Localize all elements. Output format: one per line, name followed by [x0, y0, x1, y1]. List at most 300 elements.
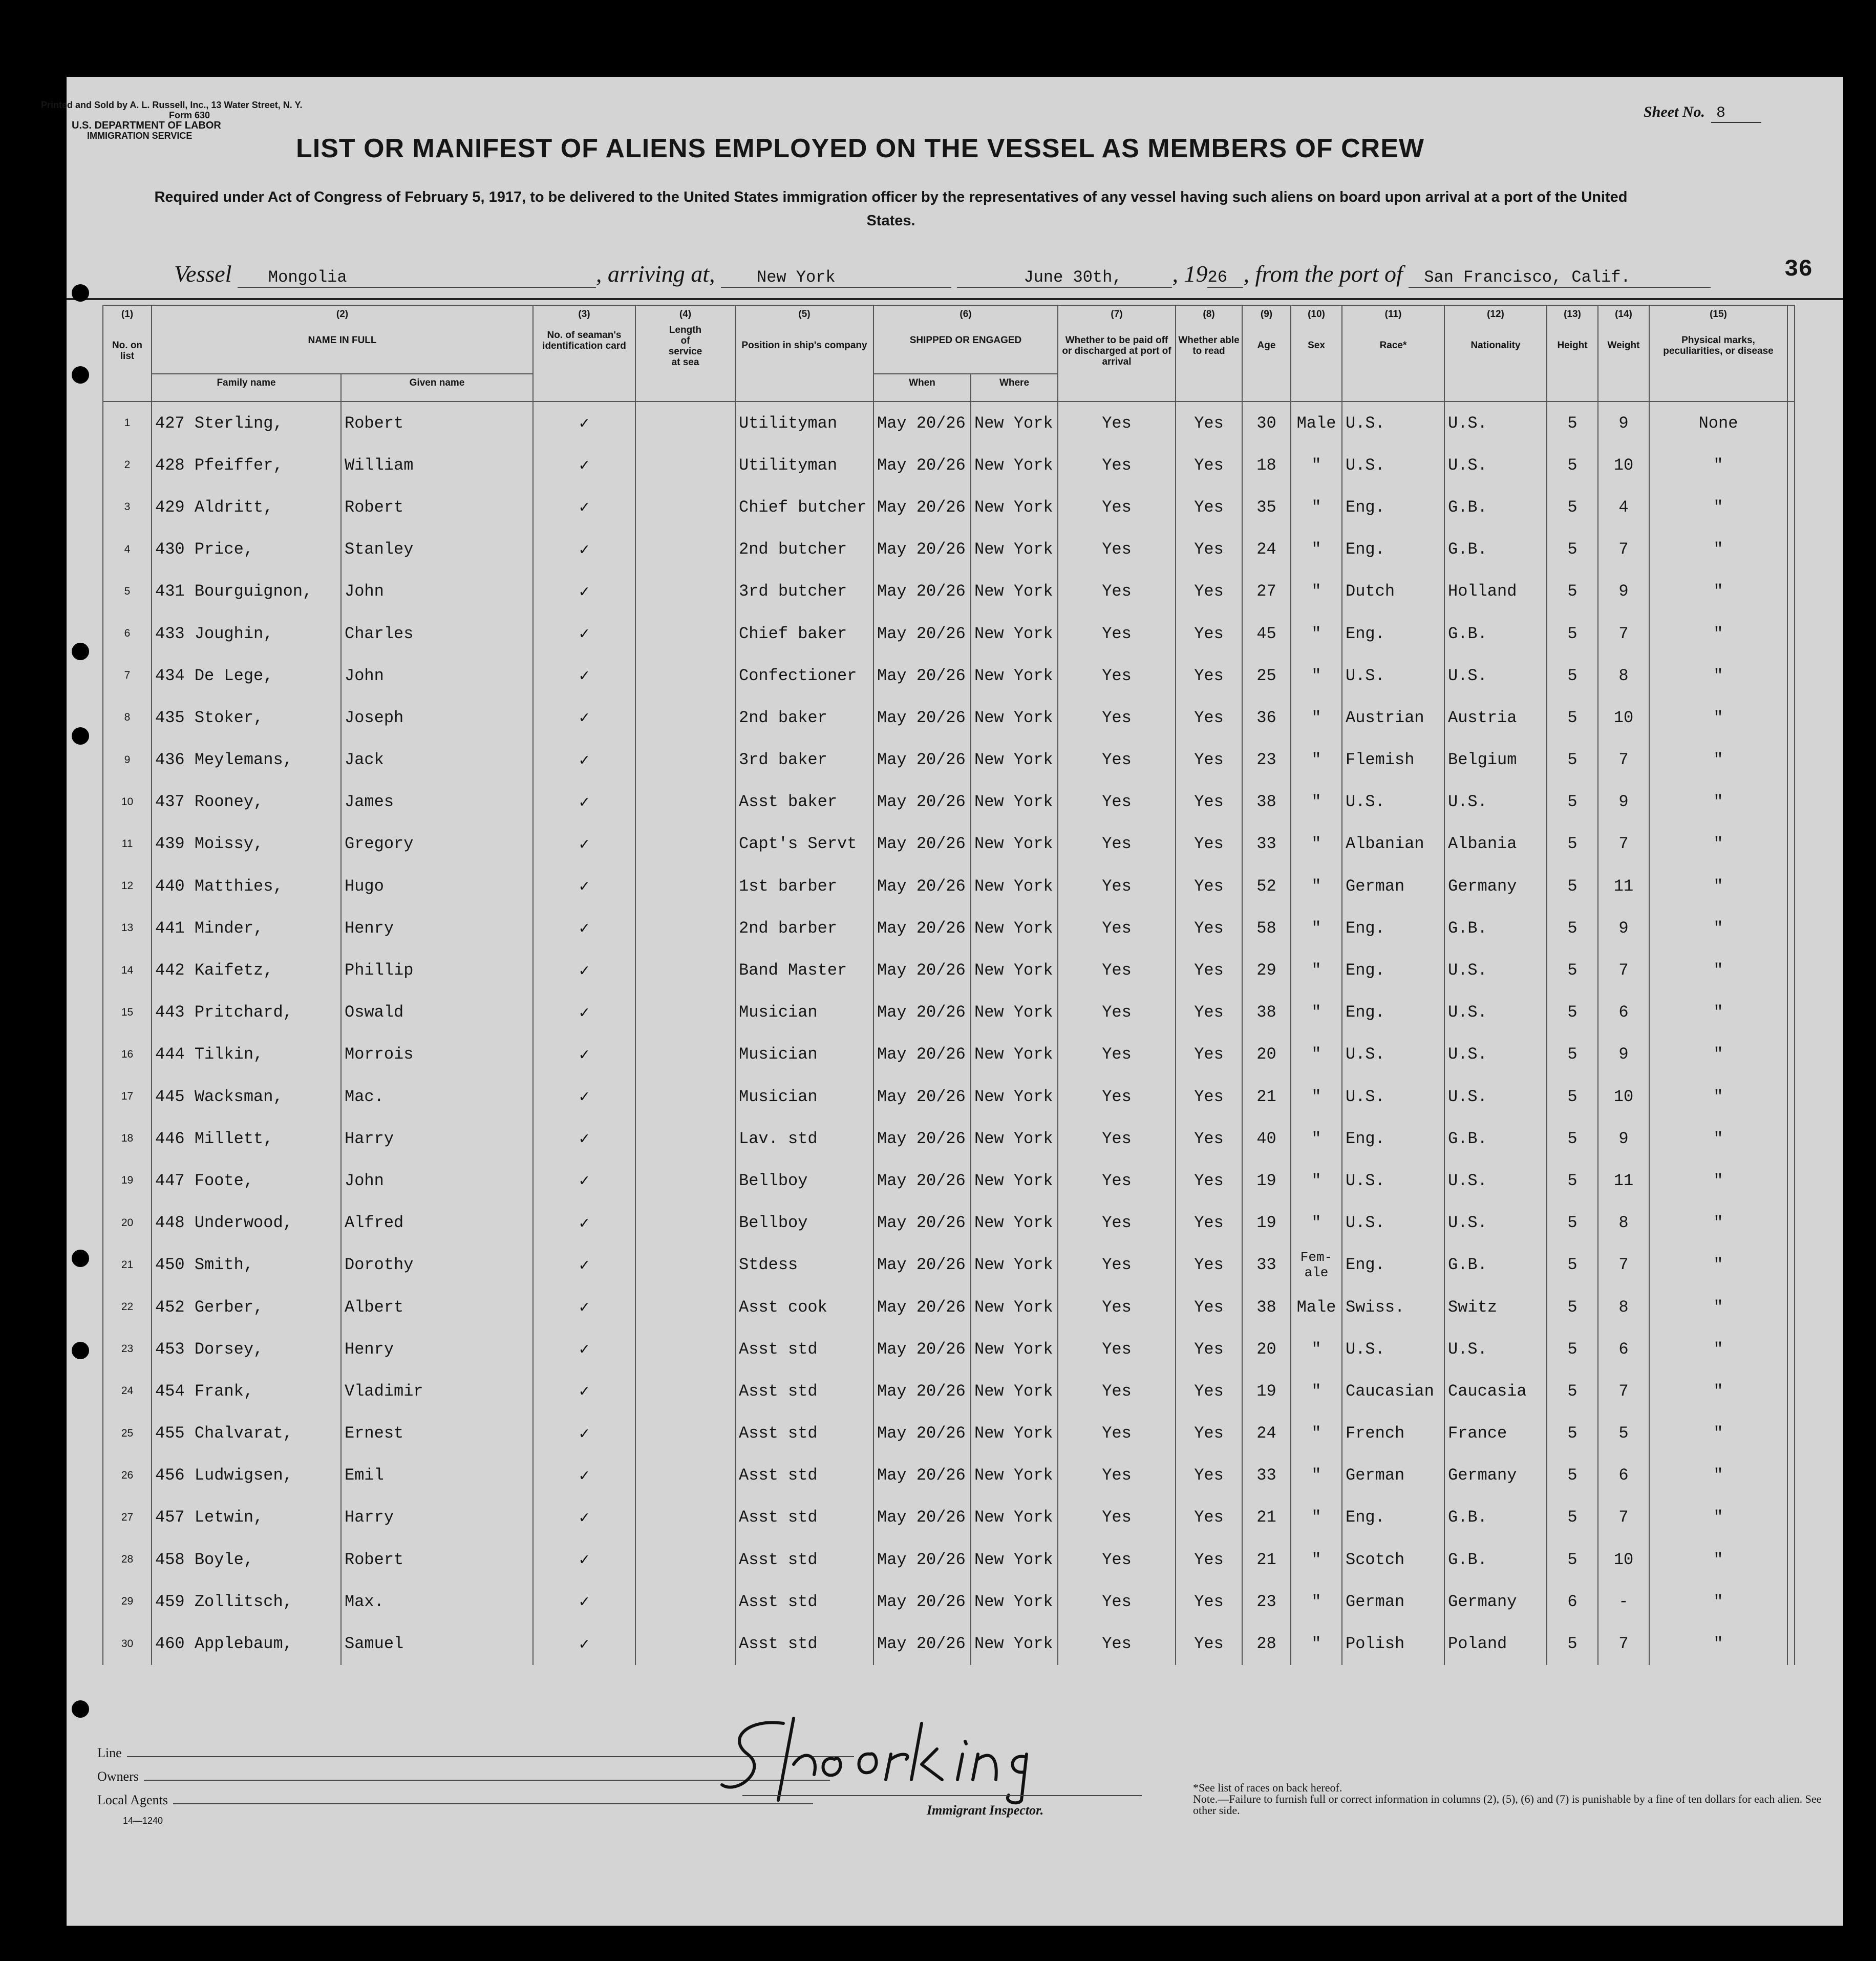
- blank-cell: [1787, 1622, 1795, 1664]
- col-name-header: [152, 305, 533, 374]
- row-number: 28: [103, 1538, 152, 1580]
- sex: ": [1291, 655, 1342, 697]
- blank-cell: [1787, 865, 1795, 907]
- shipped-when: May 20/26: [873, 865, 971, 907]
- length-of-service: [635, 907, 735, 949]
- given-name: Alfred: [341, 1202, 533, 1244]
- height: 5: [1547, 1622, 1598, 1664]
- given-name: Max.: [341, 1580, 533, 1622]
- sex: ": [1291, 486, 1342, 528]
- age: 20: [1242, 1328, 1291, 1370]
- row-number: 1: [103, 402, 152, 444]
- sex: Male: [1291, 1286, 1342, 1328]
- check-mark-icon: ✓: [533, 1244, 635, 1286]
- nationality: Switz: [1444, 1286, 1547, 1328]
- weight: 6: [1598, 992, 1649, 1034]
- shipped-where: New York: [971, 1454, 1058, 1496]
- able-to-read: Yes: [1176, 655, 1242, 697]
- shipped-where: New York: [971, 486, 1058, 528]
- position: Asst std: [735, 1412, 873, 1454]
- weight: 7: [1598, 739, 1649, 781]
- given-name: John: [341, 655, 533, 697]
- nationality: Germany: [1444, 1580, 1547, 1622]
- physical-marks: ": [1649, 444, 1787, 486]
- col-read-header: [1176, 305, 1242, 402]
- blank-cell: [1787, 1202, 1795, 1244]
- shipped-where: New York: [971, 1496, 1058, 1538]
- nationality: U.S.: [1444, 655, 1547, 697]
- shipped-when: May 20/26: [873, 823, 971, 865]
- able-to-read: Yes: [1176, 1202, 1242, 1244]
- sex: ": [1291, 1412, 1342, 1454]
- given-name: Morrois: [341, 1034, 533, 1076]
- race: Albanian: [1342, 823, 1444, 865]
- weight: 10: [1598, 697, 1649, 739]
- physical-marks: ": [1649, 1159, 1787, 1201]
- able-to-read: Yes: [1176, 865, 1242, 907]
- able-to-read: Yes: [1176, 1244, 1242, 1286]
- age: 24: [1242, 1412, 1291, 1454]
- nationality: G.B.: [1444, 486, 1547, 528]
- table-row: [103, 571, 1795, 613]
- length-of-service: [635, 1454, 735, 1496]
- shipped-where: New York: [971, 402, 1058, 444]
- able-to-read: Yes: [1176, 823, 1242, 865]
- paid-off: Yes: [1058, 1580, 1176, 1622]
- weight: 7: [1598, 823, 1649, 865]
- table-row: [103, 486, 1795, 528]
- check-mark-icon: ✓: [533, 571, 635, 613]
- nationality: Caucasia: [1444, 1370, 1547, 1412]
- paid-off: Yes: [1058, 739, 1176, 781]
- table-row: [103, 402, 1795, 444]
- check-mark-icon: ✓: [533, 1034, 635, 1076]
- weight: 7: [1598, 1370, 1649, 1412]
- shipped-where: New York: [971, 1538, 1058, 1580]
- blank-cell: [1787, 1370, 1795, 1412]
- race: U.S.: [1342, 402, 1444, 444]
- blank-cell: [1787, 613, 1795, 655]
- col-num: (9): [1260, 309, 1273, 320]
- service-line: IMMIGRATION SERVICE: [87, 131, 193, 141]
- race: Eng.: [1342, 1117, 1444, 1159]
- weight: 9: [1598, 907, 1649, 949]
- nationality: U.S.: [1444, 1202, 1547, 1244]
- col-num: (14): [1615, 309, 1632, 320]
- col-weight-header: [1598, 305, 1649, 402]
- family-name: 448 Underwood,: [152, 1202, 341, 1244]
- length-of-service: [635, 1412, 735, 1454]
- binding-hole: [72, 366, 89, 384]
- row-number: 22: [103, 1286, 152, 1328]
- sex: Male: [1291, 402, 1342, 444]
- col-num: (7): [1111, 309, 1123, 320]
- shipped-when: May 20/26: [873, 1286, 971, 1328]
- row-number: 30: [103, 1622, 152, 1664]
- height: 5: [1547, 907, 1598, 949]
- shipped-when: May 20/26: [873, 1622, 971, 1664]
- family-name: 454 Frank,: [152, 1370, 341, 1412]
- row-number: 21: [103, 1244, 152, 1286]
- check-mark-icon: ✓: [533, 655, 635, 697]
- shipped-where: New York: [971, 697, 1058, 739]
- position: Chief baker: [735, 613, 873, 655]
- nationality: U.S.: [1444, 1328, 1547, 1370]
- age: 45: [1242, 613, 1291, 655]
- sex: ": [1291, 444, 1342, 486]
- row-number: 19: [103, 1159, 152, 1201]
- physical-marks: ": [1649, 1622, 1787, 1664]
- given-name: Albert: [341, 1286, 533, 1328]
- sex: Fem- ale: [1291, 1244, 1342, 1286]
- able-to-read: Yes: [1176, 1412, 1242, 1454]
- row-number: 25: [103, 1412, 152, 1454]
- physical-marks: ": [1649, 529, 1787, 571]
- shipped-when: May 20/26: [873, 613, 971, 655]
- row-number: 14: [103, 949, 152, 991]
- weight: 6: [1598, 1454, 1649, 1496]
- length-of-service: [635, 1370, 735, 1412]
- check-mark-icon: ✓: [533, 907, 635, 949]
- check-mark-icon: ✓: [533, 1159, 635, 1201]
- able-to-read: Yes: [1176, 529, 1242, 571]
- row-number: 26: [103, 1454, 152, 1496]
- nationality: G.B.: [1444, 1117, 1547, 1159]
- given-name: Robert: [341, 486, 533, 528]
- col-num: (4): [679, 309, 692, 320]
- physical-marks: ": [1649, 486, 1787, 528]
- blank-cell: [1787, 907, 1795, 949]
- col-label: Race*: [1379, 340, 1407, 351]
- given-name: Charles: [341, 613, 533, 655]
- table-row: [103, 1286, 1795, 1328]
- col-label: Height: [1557, 340, 1588, 351]
- paid-off: Yes: [1058, 781, 1176, 823]
- able-to-read: Yes: [1176, 1076, 1242, 1117]
- able-to-read: Yes: [1176, 1370, 1242, 1412]
- length-of-service: [635, 571, 735, 613]
- race: Austrian: [1342, 697, 1444, 739]
- position: Asst std: [735, 1622, 873, 1664]
- shipped-when: May 20/26: [873, 1580, 971, 1622]
- nationality: Belgium: [1444, 739, 1547, 781]
- age: 27: [1242, 571, 1291, 613]
- weight: 9: [1598, 571, 1649, 613]
- table-row: [103, 1580, 1795, 1622]
- table-row: [103, 1117, 1795, 1159]
- given-name: Vladimir: [341, 1370, 533, 1412]
- race: U.S.: [1342, 444, 1444, 486]
- blank-cell: [1787, 739, 1795, 781]
- check-mark-icon: ✓: [533, 444, 635, 486]
- family-name: 441 Minder,: [152, 907, 341, 949]
- paid-off: Yes: [1058, 486, 1176, 528]
- shipped-where: New York: [971, 1412, 1058, 1454]
- paid-off: Yes: [1058, 402, 1176, 444]
- paid-off: Yes: [1058, 907, 1176, 949]
- weight: 4: [1598, 486, 1649, 528]
- shipped-when: May 20/26: [873, 529, 971, 571]
- row-number: 20: [103, 1202, 152, 1244]
- position: Chief butcher: [735, 486, 873, 528]
- shipped-when: May 20/26: [873, 1034, 971, 1076]
- weight: 5: [1598, 1412, 1649, 1454]
- physical-marks: ": [1649, 1328, 1787, 1370]
- col-label: Whether to be paid off or discharged at port of arrival: [1062, 335, 1171, 367]
- paid-off: Yes: [1058, 823, 1176, 865]
- height: 5: [1547, 1496, 1598, 1538]
- row-number: 3: [103, 486, 152, 528]
- column-header-row: [103, 305, 1795, 374]
- able-to-read: Yes: [1176, 571, 1242, 613]
- blank-cell: [1787, 486, 1795, 528]
- family-name: 430 Price,: [152, 529, 341, 571]
- check-mark-icon: ✓: [533, 949, 635, 991]
- blank-cell: [1787, 823, 1795, 865]
- sheet-number-label: Sheet No.: [1643, 103, 1705, 120]
- shipped-where: New York: [971, 992, 1058, 1034]
- length-of-service: [635, 402, 735, 444]
- position: Musician: [735, 1076, 873, 1117]
- col-label: No. on list: [112, 340, 143, 362]
- height: 5: [1547, 402, 1598, 444]
- paid-off: Yes: [1058, 1370, 1176, 1412]
- col-label: No. of seaman's identification card: [542, 330, 626, 351]
- blank-cell: [1787, 1034, 1795, 1076]
- length-of-service: [635, 1034, 735, 1076]
- table-row: [103, 1244, 1795, 1286]
- age: 38: [1242, 781, 1291, 823]
- physical-marks: ": [1649, 655, 1787, 697]
- nationality: G.B.: [1444, 613, 1547, 655]
- sheet-number: [1644, 103, 1761, 122]
- col-label: Weight: [1607, 340, 1640, 351]
- paid-off: Yes: [1058, 1496, 1176, 1538]
- family-name: 459 Zollitsch,: [152, 1580, 341, 1622]
- footnote-races: *See list of races on back hereof.: [1193, 1781, 1342, 1794]
- length-of-service: [635, 1202, 735, 1244]
- length-of-service: [635, 1496, 735, 1538]
- shipped-where: New York: [971, 865, 1058, 907]
- position: Asst cook: [735, 1286, 873, 1328]
- able-to-read: Yes: [1176, 1580, 1242, 1622]
- check-mark-icon: ✓: [533, 1286, 635, 1328]
- physical-marks: ": [1649, 697, 1787, 739]
- vessel-line: [174, 260, 1813, 288]
- manifest-sheet: [41, 77, 1843, 1926]
- binding-hole: [72, 284, 89, 302]
- form-line: Form 630: [169, 110, 210, 120]
- race: Polish: [1342, 1622, 1444, 1664]
- age: 29: [1242, 949, 1291, 991]
- row-number: 16: [103, 1034, 152, 1076]
- sex: ": [1291, 1538, 1342, 1580]
- shipped-when: May 20/26: [873, 1244, 971, 1286]
- height: 5: [1547, 1538, 1598, 1580]
- table-row: [103, 444, 1795, 486]
- age: 21: [1242, 1496, 1291, 1538]
- sex: ": [1291, 1034, 1342, 1076]
- sex: ": [1291, 865, 1342, 907]
- col-age-header: [1242, 305, 1291, 402]
- col-nationality-header: [1444, 305, 1547, 402]
- shipped-where: New York: [971, 613, 1058, 655]
- table-row: [103, 1328, 1795, 1370]
- blank-cell: [1787, 1496, 1795, 1538]
- height: 5: [1547, 655, 1598, 697]
- from-label: , from the port of: [1243, 261, 1403, 287]
- position: Musician: [735, 1034, 873, 1076]
- col-num: (13): [1564, 309, 1581, 320]
- table-row: [103, 613, 1795, 655]
- arriving-port: New York: [721, 268, 951, 288]
- length-of-service: [635, 655, 735, 697]
- shipped-when: May 20/26: [873, 1328, 971, 1370]
- race: U.S.: [1342, 1076, 1444, 1117]
- nationality: U.S.: [1444, 1159, 1547, 1201]
- able-to-read: Yes: [1176, 1496, 1242, 1538]
- physical-marks: ": [1649, 1370, 1787, 1412]
- row-number: 8: [103, 697, 152, 739]
- height: 5: [1547, 1286, 1598, 1328]
- sheet-number-value: 8: [1711, 104, 1761, 123]
- paid-off: Yes: [1058, 1328, 1176, 1370]
- col-num: (10): [1308, 309, 1325, 320]
- age: 33: [1242, 1454, 1291, 1496]
- sex: ": [1291, 1496, 1342, 1538]
- length-of-service: [635, 444, 735, 486]
- height: 6: [1547, 1580, 1598, 1622]
- shipped-where: New York: [971, 1076, 1058, 1117]
- position: Bellboy: [735, 1159, 873, 1201]
- printer-line: Printed and Sold by A. L. Russell, Inc., 13 Water Street, N. Y.: [41, 100, 303, 110]
- shipped-when: May 20/26: [873, 697, 971, 739]
- family-name: 427 Sterling,: [152, 402, 341, 444]
- family-name: 439 Moissy,: [152, 823, 341, 865]
- shipped-where: New York: [971, 571, 1058, 613]
- nationality: U.S.: [1444, 781, 1547, 823]
- sex: ": [1291, 739, 1342, 781]
- shipped-when: May 20/26: [873, 781, 971, 823]
- row-number: 5: [103, 571, 152, 613]
- given-name: John: [341, 1159, 533, 1201]
- physical-marks: ": [1649, 739, 1787, 781]
- given-name: Ernest: [341, 1412, 533, 1454]
- nationality: Germany: [1444, 865, 1547, 907]
- shipped-when: May 20/26: [873, 739, 971, 781]
- vessel-label: Vessel: [174, 261, 232, 287]
- age: 19: [1242, 1370, 1291, 1412]
- position: Stdess: [735, 1244, 873, 1286]
- given-name: Joseph: [341, 697, 533, 739]
- weight: 8: [1598, 1202, 1649, 1244]
- paid-off: Yes: [1058, 444, 1176, 486]
- position: 2nd butcher: [735, 529, 873, 571]
- inspector-label: Immigrant Inspector.: [927, 1803, 1044, 1818]
- col-label: Whether able to read: [1178, 335, 1240, 356]
- col-label: SHIPPED OR ENGAGED: [909, 335, 1022, 346]
- position: Utilityman: [735, 402, 873, 444]
- race: Eng.: [1342, 949, 1444, 991]
- family-name: 434 De Lege,: [152, 655, 341, 697]
- blank-cell: [1787, 1159, 1795, 1201]
- nationality: U.S.: [1444, 949, 1547, 991]
- col-label: Nationality: [1470, 340, 1521, 351]
- age: 30: [1242, 402, 1291, 444]
- shipped-when: May 20/26: [873, 1412, 971, 1454]
- col-num: (12): [1487, 309, 1504, 320]
- blank-cell: [1787, 1076, 1795, 1117]
- age: 20: [1242, 1034, 1291, 1076]
- height: 5: [1547, 1244, 1598, 1286]
- height: 5: [1547, 444, 1598, 486]
- col-shipped-header: [873, 305, 1058, 374]
- position: 2nd barber: [735, 907, 873, 949]
- paid-off: Yes: [1058, 1538, 1176, 1580]
- shipped-where: New York: [971, 1244, 1058, 1286]
- physical-marks: ": [1649, 1244, 1787, 1286]
- physical-marks: ": [1649, 571, 1787, 613]
- shipped-where: New York: [971, 1034, 1058, 1076]
- physical-marks: ": [1649, 1454, 1787, 1496]
- physical-marks: ": [1649, 949, 1787, 991]
- paid-off: Yes: [1058, 1034, 1176, 1076]
- length-of-service: [635, 739, 735, 781]
- sex: ": [1291, 571, 1342, 613]
- physical-marks: ": [1649, 781, 1787, 823]
- physical-marks: ": [1649, 1496, 1787, 1538]
- paid-off: Yes: [1058, 1286, 1176, 1328]
- col-num: (8): [1203, 309, 1215, 320]
- shipped-where: New York: [971, 907, 1058, 949]
- blank-cell: [1787, 949, 1795, 991]
- blank-cell: [1787, 1454, 1795, 1496]
- position: Band Master: [735, 949, 873, 991]
- col-num: (3): [578, 309, 590, 320]
- row-number: 18: [103, 1117, 152, 1159]
- position: 2nd baker: [735, 697, 873, 739]
- check-mark-icon: ✓: [533, 1580, 635, 1622]
- height: 5: [1547, 739, 1598, 781]
- document-subtitle: Required under Act of Congress of February 5, 1917, to be delivered to the United States immigration officer by the representatives of any vessel having such aliens on board upon arrival at a port of the United States.: [154, 189, 1628, 229]
- check-mark-icon: ✓: [533, 823, 635, 865]
- age: 33: [1242, 823, 1291, 865]
- race: Flemish: [1342, 739, 1444, 781]
- check-mark-icon: ✓: [533, 1538, 635, 1580]
- able-to-read: Yes: [1176, 781, 1242, 823]
- nationality: G.B.: [1444, 529, 1547, 571]
- weight: 9: [1598, 402, 1649, 444]
- family-name: 460 Applebaum,: [152, 1622, 341, 1664]
- nationality: G.B.: [1444, 907, 1547, 949]
- col-num: (6): [960, 309, 972, 320]
- weight: 7: [1598, 613, 1649, 655]
- race: Eng.: [1342, 486, 1444, 528]
- family-name: 437 Rooney,: [152, 781, 341, 823]
- check-mark-icon: ✓: [533, 1328, 635, 1370]
- family-name: 444 Tilkin,: [152, 1034, 341, 1076]
- length-of-service: [635, 1159, 735, 1201]
- age: 21: [1242, 1538, 1291, 1580]
- from-port: San Francisco, Calif.: [1409, 268, 1711, 288]
- family-name: 446 Millett,: [152, 1117, 341, 1159]
- given-name: Robert: [341, 1538, 533, 1580]
- height: 5: [1547, 1117, 1598, 1159]
- paid-off: Yes: [1058, 655, 1176, 697]
- able-to-read: Yes: [1176, 1328, 1242, 1370]
- position: Asst std: [735, 1496, 873, 1538]
- able-to-read: Yes: [1176, 907, 1242, 949]
